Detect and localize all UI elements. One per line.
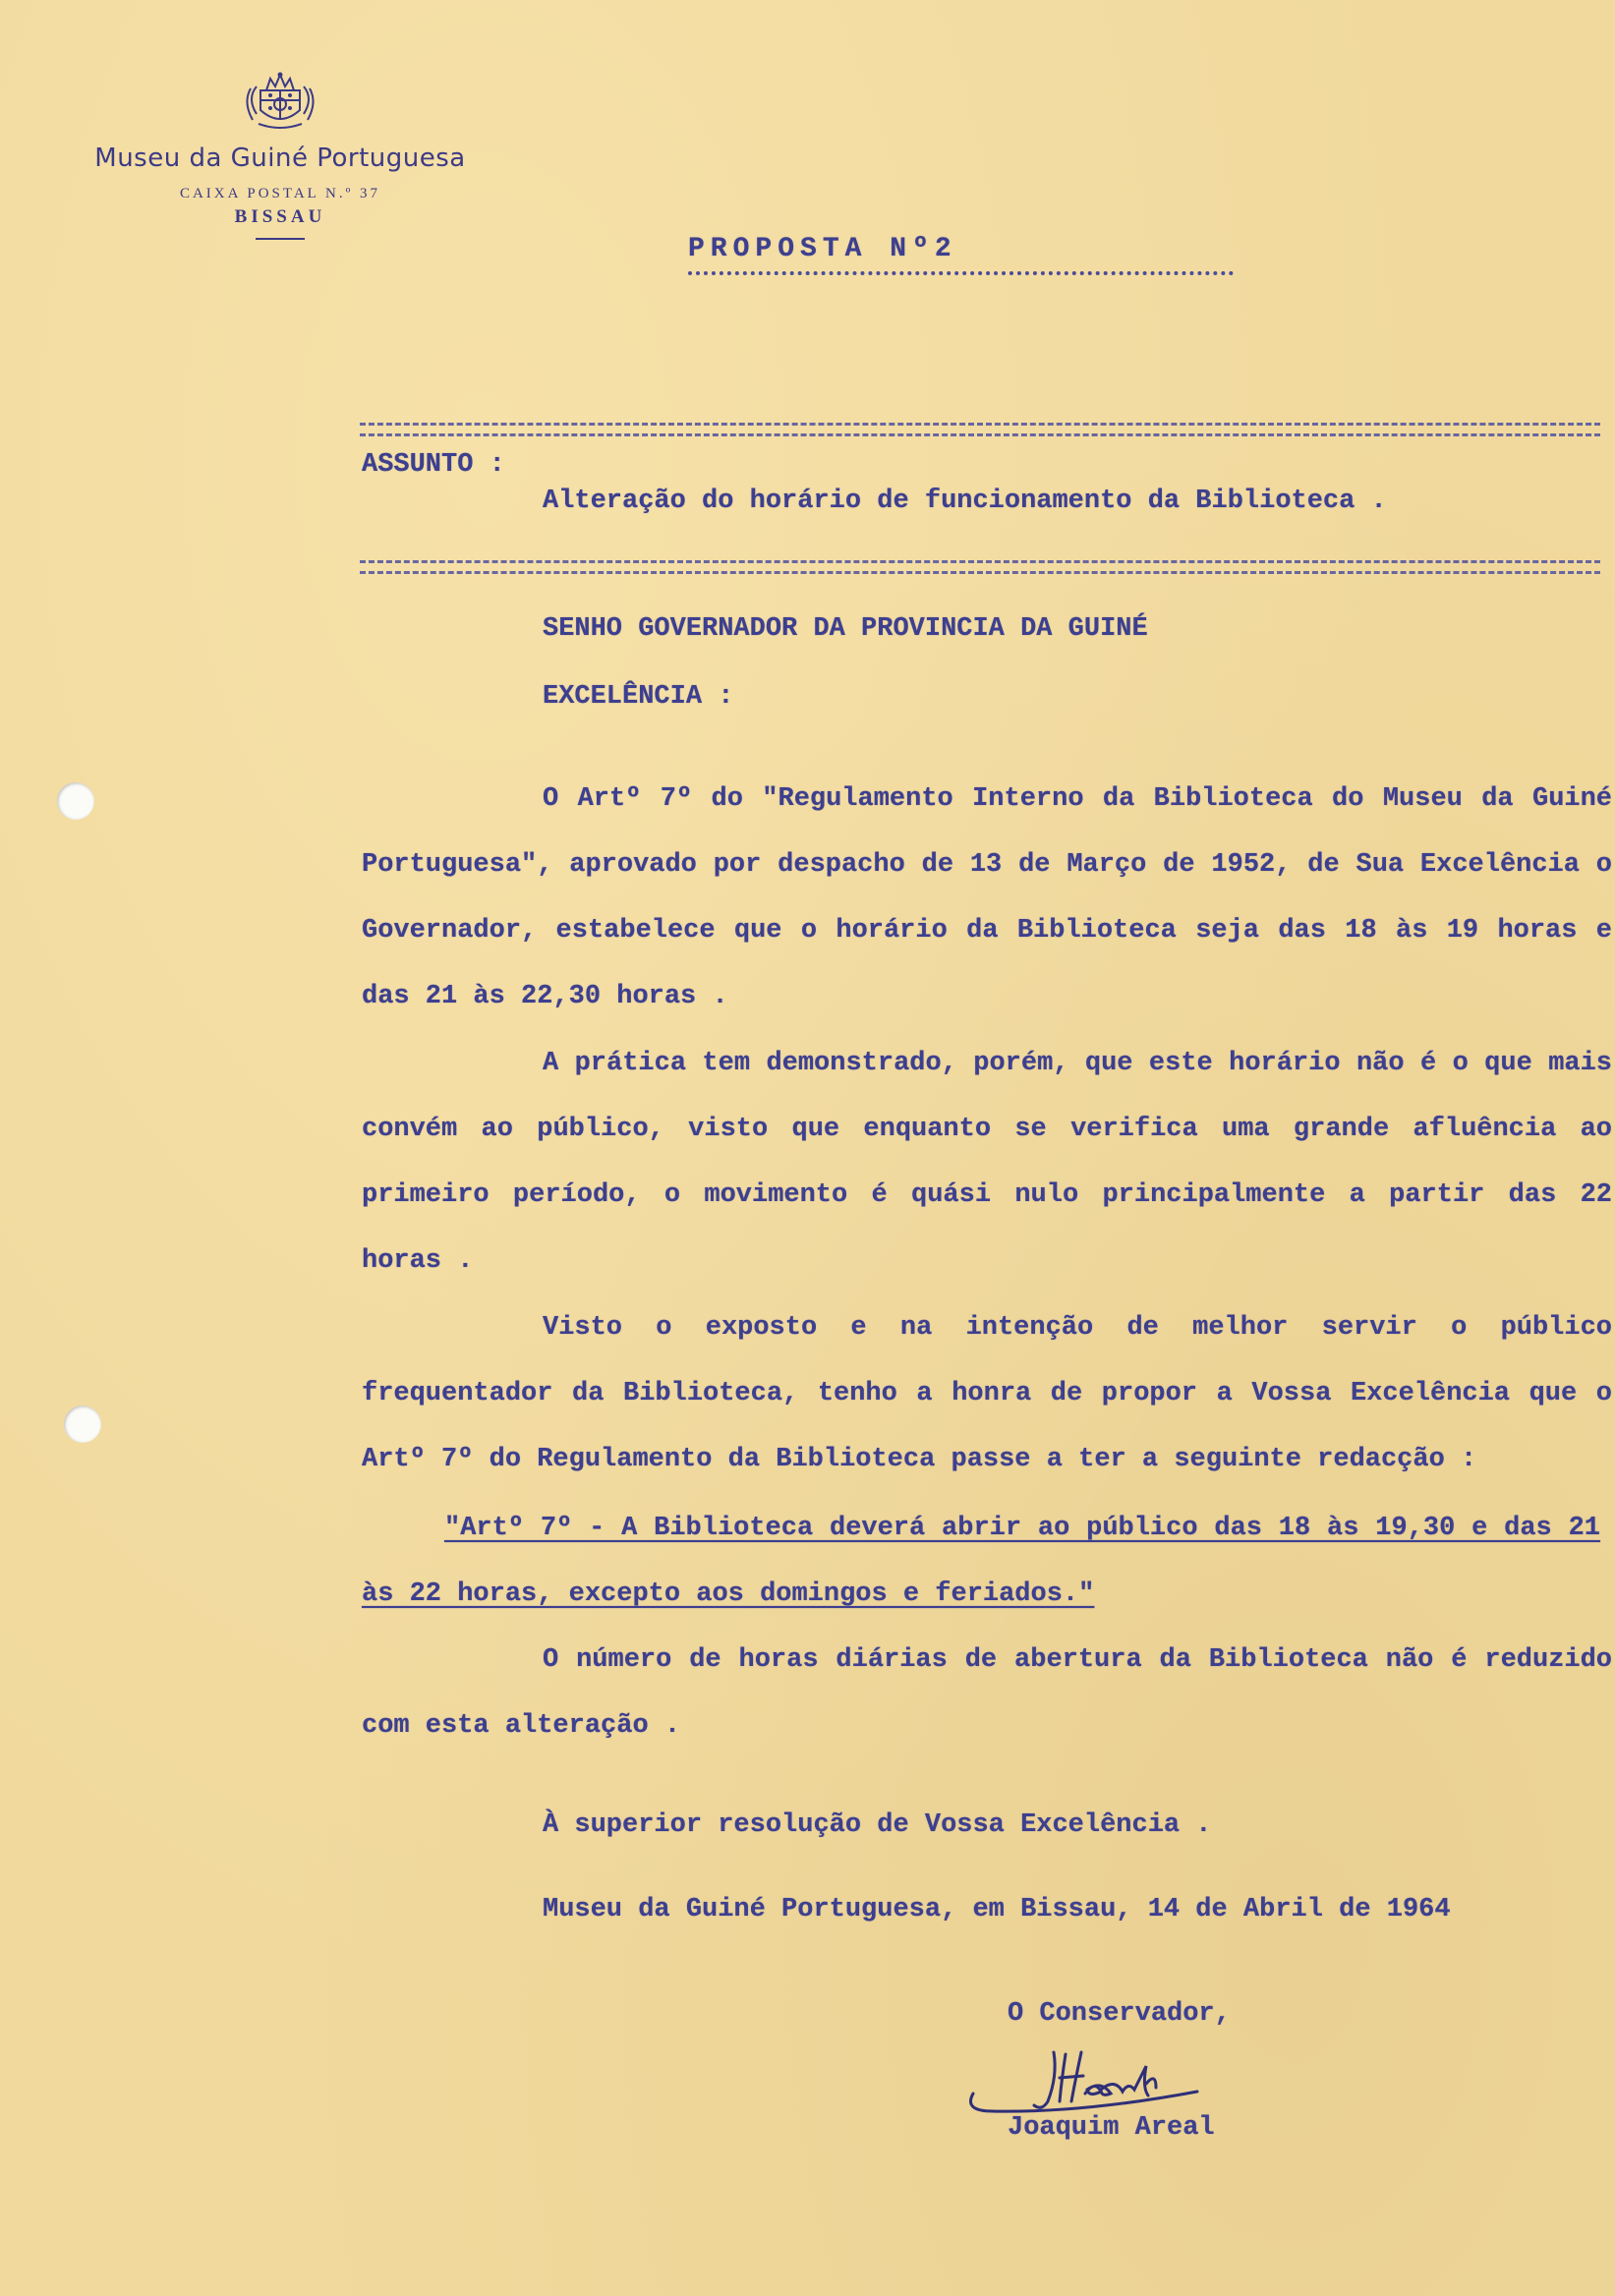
paragraph-3: Visto o exposto e na intenção de melhor servir o público frequentador da Biblioteca, tenho a honra de propor a Vossa Excelência que o Artº 7º do Regulamento da Biblioteca passe a ter a seguinte redacção : (362, 1313, 1612, 1474)
separator-top (360, 423, 1600, 436)
city: BISSAU (234, 206, 326, 228)
coat-of-arms-icon (239, 69, 321, 134)
subject-text: Alteração do horário de funcionamento da Biblioteca . (543, 487, 1387, 516)
museum-name: Museu da Guiné Portuguesa (94, 144, 466, 173)
punch-hole-top (57, 782, 94, 820)
handwritten-signature (963, 2033, 1258, 2121)
city-underline (256, 238, 305, 240)
quoted-article: "Artº 7º - A Biblioteca deverá abrir ao público das 18 às 19,30 e das 21 às 22 horas, excepto aos domingos e feriados." (362, 1514, 1600, 1609)
postal-box: CAIXA POSTAL N.º 37 (179, 186, 381, 202)
paragraph-2: A prática tem demonstrado, porém, que este horário não é o que mais convém ao público, visto que enquanto se verifica uma grande afluência ao primeiro período, o movimento é quási nulo principalmente a partir das 22 horas . (362, 1049, 1612, 1276)
title-underline (688, 271, 1234, 275)
signer-name: Joaquim Areal (1008, 2113, 1215, 2143)
punch-hole-bottom (64, 1406, 101, 1443)
paragraph-5: À superior resolução de Vossa Excelência . (543, 1810, 1212, 1840)
subject-label: ASSUNTO : (362, 450, 505, 480)
addressee: SENHO GOVERNADOR DA PROVINCIA DA GUINÉ (543, 614, 1148, 644)
salutation: EXCELÊNCIA : (543, 682, 734, 712)
place-date: Museu da Guiné Portuguesa, em Bissau, 14 de Abril de 1964 (543, 1895, 1451, 1924)
signature-block (963, 1999, 1298, 2143)
letterhead (69, 69, 491, 240)
proposal-title: PROPOSTA Nº2 (688, 234, 957, 264)
separator-bottom (360, 560, 1600, 574)
paragraph-1: O Artº 7º do "Regulamento Interno da Biblioteca do Museu da Guiné Portuguesa", aprovado por despacho de 13 de Março de 1952, de Sua Excelência o Governador, estabelece que o horário da Biblioteca seja das 18 às 19 horas e das 21 às 22,30 horas . (362, 784, 1612, 1011)
signer-title: O Conservador, (1008, 1999, 1231, 2029)
paragraph-4: O número de horas diárias de abertura da Biblioteca não é reduzido com esta alteração . (362, 1645, 1612, 1741)
